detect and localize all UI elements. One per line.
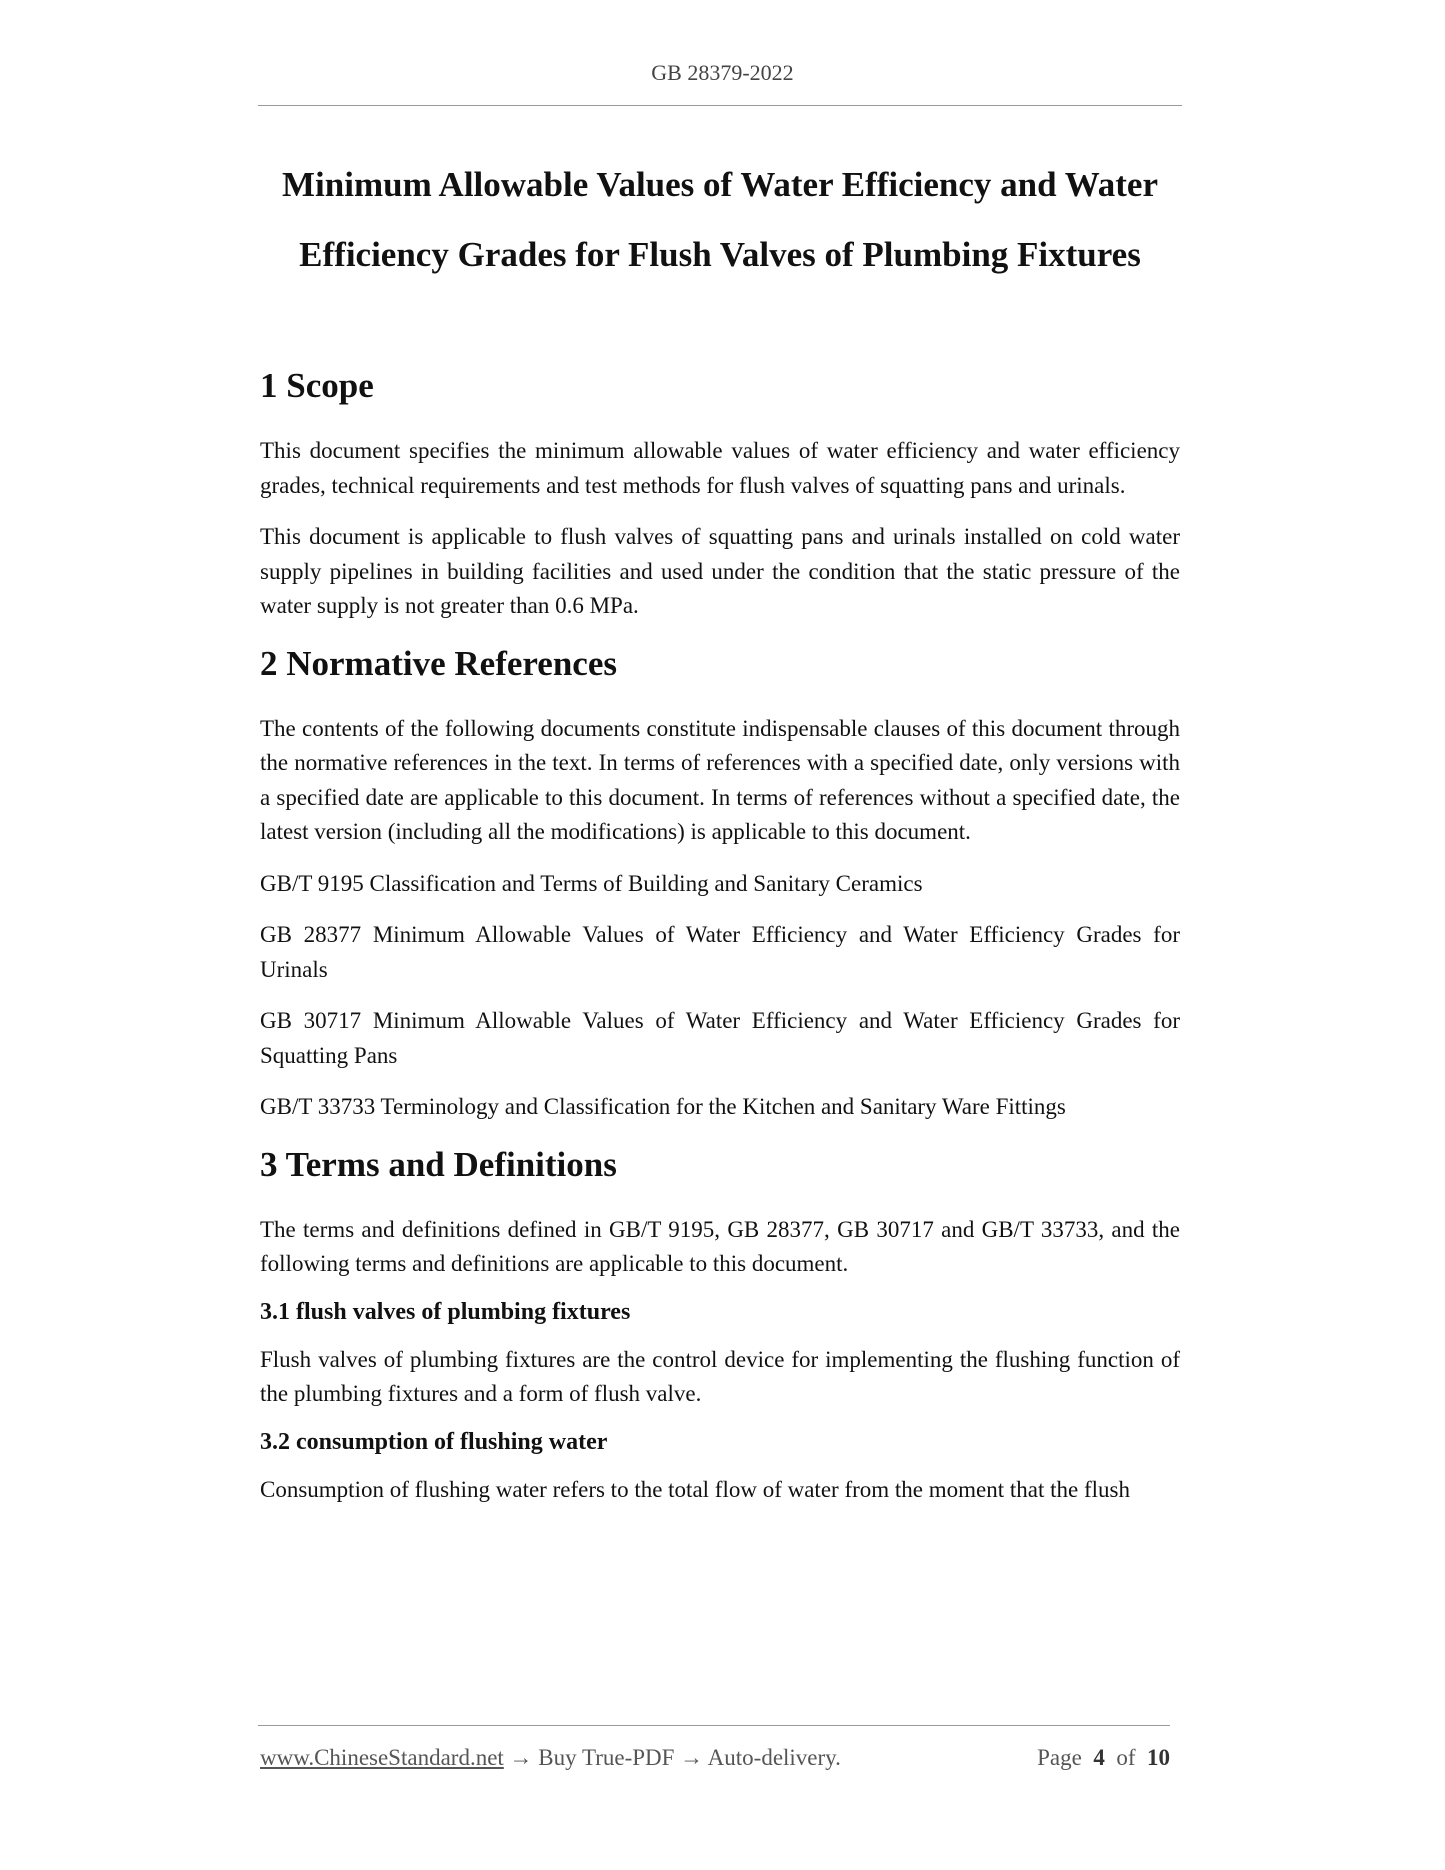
term-3-1-heading: 3.1 flush valves of plumbing fixtures: [260, 1298, 631, 1325]
header-standard-code: GB 28379-2022: [651, 60, 794, 85]
footer-divider: [258, 1725, 1170, 1726]
term-3-1-definition: Flush valves of plumbing fixtures are the control device for implementing the flushing function of the plumbing fixtures and a form of flush valve.: [260, 1346, 1180, 1406]
page-total: 10: [1147, 1745, 1170, 1770]
title-line-1: Minimum Allowable Values of Water Efficiency and Water: [282, 165, 1158, 204]
normative-intro: The contents of the following documents constitute indispensable clauses of this document through the normative references in the text. In terms of references with a specified date, only versions with a specified date are applicable to this document. In terms of references without a specified date, the latest version (including all the modifications) is applicable to this document.: [260, 715, 1180, 844]
reference-item: GB 28377 Minimum Allowable Values of Water Efficiency and Water Efficiency Grades for Urinals: [260, 922, 1180, 982]
page-number: [1037, 1745, 1170, 1771]
footer-promo: [260, 1745, 841, 1771]
document-title: [250, 150, 1190, 290]
title-line-2: Efficiency Grades for Flush Valves of Plumbing Fixtures: [299, 235, 1141, 274]
section-normative-heading: 2 Normative References: [260, 643, 617, 683]
footer-promo-text: → Buy True-PDF → Auto-delivery.: [503, 1745, 841, 1770]
page-footer: [260, 1745, 1170, 1779]
reference-item: GB/T 33733 Terminology and Classification for the Kitchen and Sanitary Ware Fittings: [260, 1094, 1066, 1119]
page-label: Page: [1037, 1745, 1082, 1770]
section-terms-heading: 3 Terms and Definitions: [260, 1144, 617, 1184]
scope-paragraph-1: This document specifies the minimum allowable values of water efficiency and water efficiency grades, technical requirements and test methods for flush valves of squatting pans and urinals.: [260, 438, 1180, 498]
term-3-2-definition: Consumption of flushing water refers to the total flow of water from the moment that the flush: [260, 1476, 1130, 1502]
term-3-2-heading: 3.2 consumption of flushing water: [260, 1428, 608, 1455]
page-content: [260, 150, 1180, 1507]
page-of: of: [1116, 1745, 1136, 1770]
scope-paragraph-2: This document is applicable to flush valves of squatting pans and urinals installed on cold water supply pipelines in building facilities and used under the condition that the static pressure of the water supply is not greater than 0.6 MPa.: [260, 524, 1180, 618]
page-current: 4: [1093, 1745, 1105, 1770]
terms-intro: The terms and definitions defined in GB/T 9195, GB 28377, GB 30717 and GB/T 33733, and the following terms and definitions are applicable to this document.: [260, 1216, 1180, 1276]
reference-item: GB/T 9195 Classification and Terms of Building and Sanitary Ceramics: [260, 870, 923, 896]
reference-item: GB 30717 Minimum Allowable Values of Water Efficiency and Water Efficiency Grades for Squatting Pans: [260, 1008, 1180, 1068]
section-scope-heading: 1 Scope: [260, 366, 374, 405]
website-link[interactable]: www.ChineseStandard.net: [260, 1745, 504, 1770]
header-divider: [258, 105, 1182, 106]
